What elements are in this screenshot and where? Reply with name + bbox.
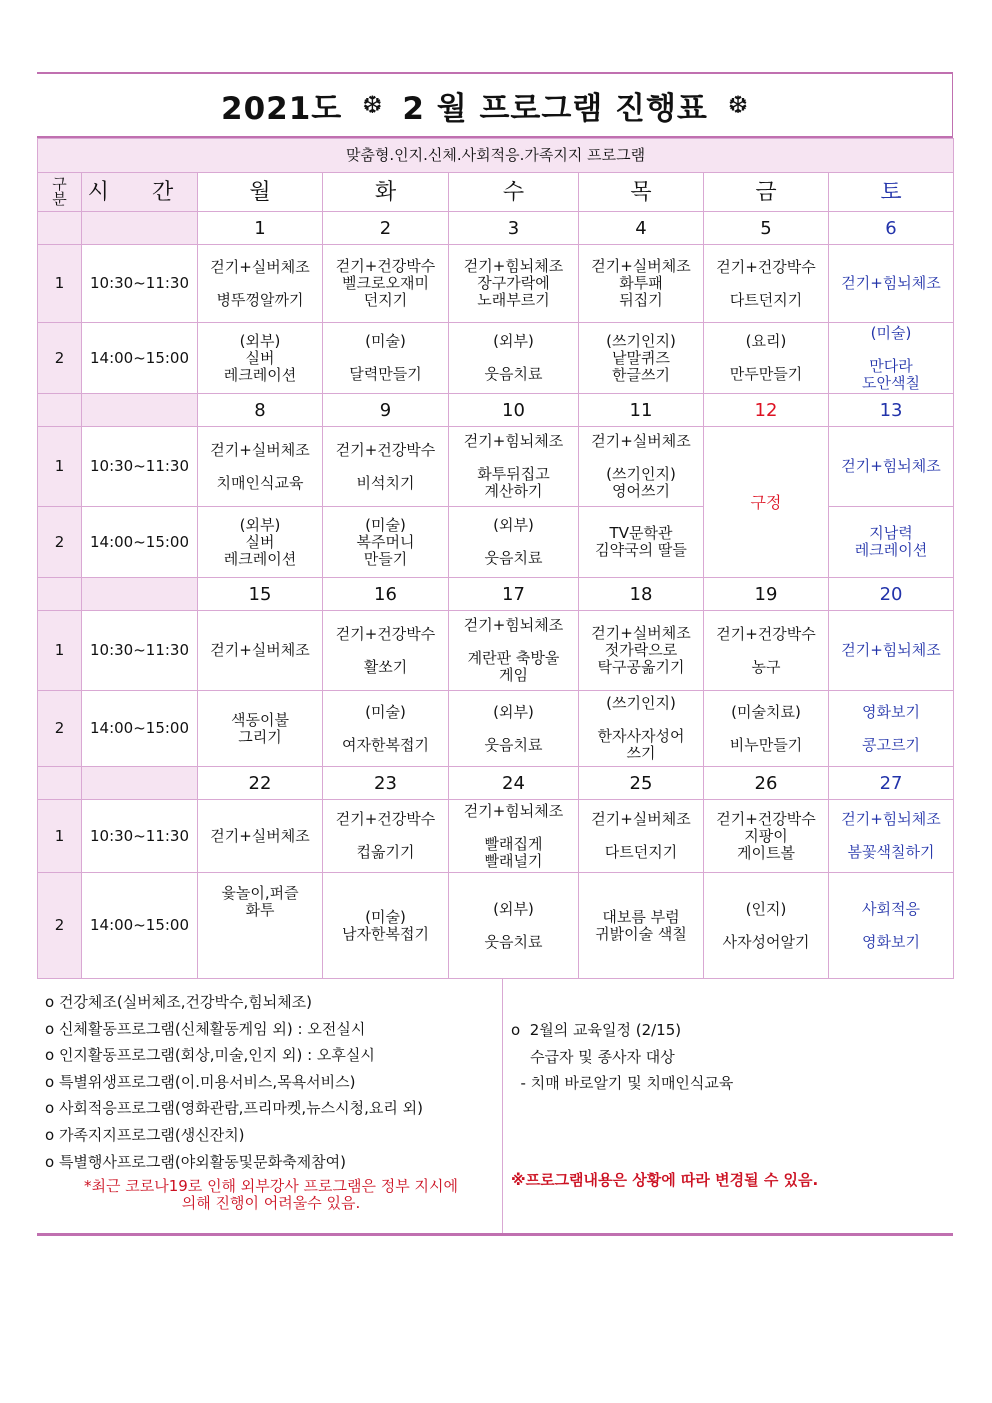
program-line: 걷기+건강박수 <box>716 809 816 828</box>
program-line: (외부) <box>493 899 534 918</box>
header-gubun: 구 분 <box>38 173 82 212</box>
date-row-blank <box>82 212 198 245</box>
program-cell <box>323 323 449 394</box>
date-row-blank <box>38 394 82 427</box>
header-day-tue: 화 <box>323 173 449 212</box>
program-line: 탁구공옮기기 <box>597 658 685 676</box>
morning-row <box>38 800 954 873</box>
schedule-page <box>37 72 953 1236</box>
program-cell <box>198 611 323 691</box>
program-text <box>449 803 578 870</box>
notes-section <box>37 979 953 1236</box>
education-note: - 치매 바로알기 및 치매인식교육 <box>511 1074 734 1093</box>
session-time: 10:30~11:30 <box>82 427 198 507</box>
program-line: 젓가락으로 <box>604 641 678 659</box>
date-cell: 8 <box>198 394 323 427</box>
date-cell: 17 <box>449 578 579 611</box>
date-row-blank <box>82 394 198 427</box>
program-line: 걷기+힘뇌체조 <box>841 810 941 828</box>
date-cell: 23 <box>323 767 449 800</box>
morning-row <box>38 611 954 691</box>
program-text <box>198 259 322 309</box>
program-text <box>198 712 322 746</box>
program-line: (외부) <box>493 332 534 350</box>
date-cell: 20 <box>829 578 954 611</box>
snowflake-icon: ❆ <box>727 91 748 119</box>
date-row-blank <box>38 578 82 611</box>
date-row-blank <box>82 578 198 611</box>
program-line: 영어쓰기 <box>612 482 670 500</box>
date-cell: 27 <box>829 767 954 800</box>
program-line: 윷놀이,퍼즐 <box>221 883 299 902</box>
date-cell: 10 <box>449 394 579 427</box>
program-text <box>198 828 322 845</box>
session-number: 2 <box>38 507 82 578</box>
header-row <box>38 173 954 212</box>
program-cell <box>449 873 579 979</box>
program-cell <box>579 800 704 873</box>
program-text <box>323 258 448 309</box>
header-day-thu: 목 <box>579 173 704 212</box>
program-line: 다트던지기 <box>729 290 803 309</box>
program-line: 웃음치료 <box>484 365 543 383</box>
program-line: 걷기+힘뇌체조 <box>463 801 564 820</box>
program-cell <box>449 427 579 507</box>
program-line: (쓰기인지) <box>606 694 676 712</box>
program-line: (미술) <box>365 515 406 534</box>
program-line: 레크레이션 <box>854 541 928 559</box>
program-line: 영화보기 <box>862 932 920 951</box>
program-line: 걷기+건강박수 <box>716 624 816 643</box>
program-cell <box>704 691 829 767</box>
date-cell: 15 <box>198 578 323 611</box>
program-line: 걷기+힘뇌체조 <box>463 257 564 275</box>
program-text <box>449 704 578 754</box>
program-cell <box>579 611 704 691</box>
program-text <box>829 325 953 392</box>
program-cell <box>579 427 704 507</box>
program-line: 농구 <box>751 657 781 676</box>
program-line: 계산하기 <box>484 482 543 500</box>
program-cell <box>704 611 829 691</box>
program-line: (외부) <box>239 515 281 534</box>
program-line: (쓰기인지) <box>606 331 676 350</box>
afternoon-row <box>38 873 954 979</box>
program-text <box>449 433 578 500</box>
date-cell: 1 <box>198 212 323 245</box>
program-line: (쓰기인지) <box>606 465 676 483</box>
program-text <box>579 433 703 500</box>
program-line: TV문학관 <box>609 524 673 542</box>
program-cell <box>449 611 579 691</box>
program-line: 걷기+건강박수 <box>335 440 436 459</box>
program-cell <box>829 427 954 507</box>
program-text <box>323 626 448 676</box>
program-text <box>449 517 578 567</box>
program-text <box>449 617 578 684</box>
program-line: 여자한복접기 <box>342 735 429 754</box>
program-line: 벨크로오재미 <box>342 274 429 292</box>
program-cell <box>579 691 704 767</box>
date-cell: 2 <box>323 212 449 245</box>
program-text <box>323 442 448 492</box>
program-cell <box>449 507 579 578</box>
program-line: 병뚜껑알까기 <box>216 290 304 309</box>
program-line: 만두만들기 <box>729 365 803 383</box>
program-line: 봄꽃색칠하기 <box>847 843 935 861</box>
note-item: o 건강체조(실버체조,건강박수,힘뇌체조) <box>45 993 313 1011</box>
program-line: 던지기 <box>363 291 408 309</box>
date-cell: 11 <box>579 394 704 427</box>
program-line: 걷기+건강박수 <box>335 624 436 643</box>
program-line: (미술) <box>365 907 406 926</box>
program-cell <box>579 323 704 394</box>
program-line: 만다라 <box>869 356 913 375</box>
program-line: 빨래널기 <box>484 851 543 870</box>
program-text <box>829 811 953 861</box>
program-cell <box>704 873 829 979</box>
program-text <box>704 626 828 676</box>
date-cell: 6 <box>829 212 954 245</box>
program-text <box>704 259 828 309</box>
morning-row <box>38 427 954 507</box>
program-cell <box>198 873 323 979</box>
date-cell: 26 <box>704 767 829 800</box>
corona-warning: *최근 코로나19로 인해 외부강사 프로그램은 정부 지시에 <box>84 1177 458 1196</box>
program-line: 만들기 <box>363 549 408 568</box>
program-cell <box>449 245 579 323</box>
program-text <box>198 642 322 659</box>
program-line: 걷기+실버체조 <box>591 432 691 450</box>
program-text <box>198 885 322 967</box>
program-line: 지팡이 <box>744 826 788 845</box>
date-cell: 19 <box>704 578 829 611</box>
program-text <box>198 442 322 492</box>
title-box <box>37 72 953 138</box>
program-text <box>198 517 322 568</box>
program-text <box>829 901 953 951</box>
program-cell <box>829 691 954 767</box>
program-line: 실버 <box>245 348 275 367</box>
program-line: (요리) <box>745 332 787 350</box>
program-line: 남자한복접기 <box>342 924 429 943</box>
date-row <box>38 767 954 800</box>
title-month: 2 월 프로그램 진행표 <box>402 90 708 127</box>
program-line: 걷기+실버체조 <box>210 826 310 845</box>
program-line: (미술) <box>870 323 912 342</box>
program-line: 화투 <box>245 900 275 919</box>
program-line: 걷기+실버체조 <box>210 440 310 459</box>
afternoon-row <box>38 691 954 767</box>
date-row <box>38 394 954 427</box>
program-cell <box>323 507 449 578</box>
program-text <box>198 333 322 384</box>
date-row-blank <box>82 767 198 800</box>
afternoon-row <box>38 323 954 394</box>
program-line: 걷기+힘뇌체조 <box>463 432 564 450</box>
holiday-cell: 구정 <box>704 427 829 578</box>
program-text <box>704 333 828 383</box>
program-cell <box>323 873 449 979</box>
program-line: (미술) <box>365 332 406 350</box>
program-line: 색동이불 <box>231 710 289 729</box>
program-cell <box>829 323 954 394</box>
program-cell <box>449 323 579 394</box>
snowflake-icon: ❆ <box>362 91 383 119</box>
program-line: 걷기+힘뇌체조 <box>463 616 564 634</box>
program-cell <box>829 611 954 691</box>
note-item: o 신체활동프로그램(신체활동게임 외) : 오전실시 <box>45 1019 366 1038</box>
program-cell <box>323 691 449 767</box>
program-cell <box>198 691 323 767</box>
program-line: 걷기+실버체조 <box>210 641 310 659</box>
program-cell <box>829 507 954 578</box>
program-cell <box>829 873 954 979</box>
program-line: 레크레이션 <box>223 365 297 384</box>
program-line: 달력만들기 <box>349 365 422 383</box>
session-number: 1 <box>38 245 82 323</box>
program-line: 콩고르기 <box>862 735 920 754</box>
program-cell <box>198 507 323 578</box>
program-cell <box>323 800 449 873</box>
notes-right <box>511 1017 951 1097</box>
program-line: 웃음치료 <box>484 549 543 567</box>
note-item: o 인지활동프로그램(회상,미술,인지 외) : 오후실시 <box>45 1046 375 1065</box>
program-cell <box>449 800 579 873</box>
date-row <box>38 212 954 245</box>
program-cell <box>449 691 579 767</box>
program-line: 지남력 <box>869 524 913 542</box>
divider <box>502 979 503 1233</box>
program-line: 걷기+실버체조 <box>591 810 691 828</box>
note-item: o 가족지지프로그램(생신잔치) <box>45 1125 245 1144</box>
program-cell <box>198 800 323 873</box>
program-line: 도안색칠 <box>862 373 920 392</box>
program-line: 실버 <box>245 532 275 551</box>
program-text <box>829 642 953 659</box>
date-cell: 25 <box>579 767 704 800</box>
program-line: (인지) <box>745 899 787 918</box>
program-text <box>579 811 703 861</box>
header-time: 시 간 <box>82 173 198 212</box>
program-line: 노래부르기 <box>477 291 550 309</box>
program-text <box>829 458 953 475</box>
program-line: 귀밝이술 색칠 <box>595 924 687 943</box>
program-line: 걷기+힘뇌체조 <box>841 457 941 475</box>
program-cell <box>323 245 449 323</box>
program-line: 치매인식교육 <box>216 473 304 492</box>
program-line: 김약국의 딸들 <box>595 541 687 559</box>
program-line: 빨래집게 <box>484 834 543 853</box>
program-line: 웃음치료 <box>484 932 543 951</box>
session-number: 1 <box>38 427 82 507</box>
program-text <box>579 695 703 762</box>
program-line: 복주머니 <box>356 532 415 551</box>
program-line: 장구가락에 <box>477 274 550 292</box>
session-time: 10:30~11:30 <box>82 245 198 323</box>
program-line: 걷기+실버체조 <box>210 257 310 276</box>
program-text <box>323 811 448 861</box>
education-note: o 2월의 교육일정 (2/15) <box>511 1021 682 1039</box>
program-text <box>449 258 578 309</box>
program-subtitle: 맞춤형.인지.신체.사회적응.가족지지 프로그램 <box>38 139 954 173</box>
change-notice: ※프로그램내용은 상황에 따라 변경될 수 있음. <box>511 1171 819 1189</box>
date-cell: 22 <box>198 767 323 800</box>
title-year: 2021도 <box>221 90 343 127</box>
program-cell <box>323 611 449 691</box>
date-cell: 24 <box>449 767 579 800</box>
program-line: 게임 <box>499 666 528 684</box>
program-line: 걷기+힘뇌체조 <box>841 641 941 659</box>
date-cell: 4 <box>579 212 704 245</box>
session-time: 14:00~15:00 <box>82 873 198 979</box>
session-time: 10:30~11:30 <box>82 611 198 691</box>
session-number: 2 <box>38 873 82 979</box>
session-number: 1 <box>38 611 82 691</box>
program-line: 계란판 축방울 <box>467 649 560 667</box>
date-cell: 13 <box>829 394 954 427</box>
program-line: 그리기 <box>238 727 282 746</box>
session-time: 14:00~15:00 <box>82 507 198 578</box>
note-item: o 특별위생프로그램(이.미용서비스,목욕서비스) <box>45 1072 356 1091</box>
program-text <box>579 258 703 309</box>
program-line: 화투패 <box>619 274 663 292</box>
program-line: 낱말퀴즈 <box>612 348 670 367</box>
program-line: 걷기+힘뇌체조 <box>841 274 941 292</box>
session-time: 14:00~15:00 <box>82 323 198 394</box>
program-cell <box>829 800 954 873</box>
date-cell: 3 <box>449 212 579 245</box>
notes-left <box>45 989 497 1212</box>
header-day-sat: 토 <box>829 173 954 212</box>
session-time: 10:30~11:30 <box>82 800 198 873</box>
program-text <box>323 333 448 383</box>
program-text <box>449 901 578 951</box>
program-line: 비석치기 <box>356 473 415 492</box>
program-text <box>323 704 448 754</box>
program-cell <box>198 427 323 507</box>
date-cell: 16 <box>323 578 449 611</box>
program-cell <box>579 245 704 323</box>
date-cell: 9 <box>323 394 449 427</box>
program-text <box>579 909 703 943</box>
session-number: 1 <box>38 800 82 873</box>
program-line: 화투뒤집고 <box>477 465 550 483</box>
program-cell <box>198 323 323 394</box>
note-item: o 특별행사프로그램(야외활동및문화축제참여) <box>45 1152 346 1171</box>
program-text <box>579 333 703 384</box>
program-cell <box>829 245 954 323</box>
schedule-table <box>37 138 954 979</box>
program-text <box>704 811 828 862</box>
program-line: (외부) <box>493 516 534 534</box>
header-day-fri: 금 <box>704 173 829 212</box>
program-text <box>579 525 703 559</box>
program-text <box>829 525 953 559</box>
note-item: o 사회적응프로그램(영화관람,프리마켓,뉴스시청,요리 외) <box>45 1099 423 1118</box>
program-line: 웃음치료 <box>484 735 543 754</box>
header-day-mon: 월 <box>198 173 323 212</box>
program-line: (미술) <box>365 702 406 721</box>
program-line: (외부) <box>493 702 534 721</box>
program-line: 걷기+실버체조 <box>591 624 691 642</box>
program-text <box>579 625 703 676</box>
date-row <box>38 578 954 611</box>
program-line: 영화보기 <box>862 702 920 721</box>
program-line: 사자성어알기 <box>722 932 810 951</box>
program-cell <box>198 245 323 323</box>
program-cell <box>323 427 449 507</box>
program-text <box>449 333 578 383</box>
program-text <box>323 909 448 943</box>
session-number: 2 <box>38 691 82 767</box>
session-number: 2 <box>38 323 82 394</box>
program-line: 뒤집기 <box>619 291 663 309</box>
date-cell: 12 <box>704 394 829 427</box>
program-cell <box>704 800 829 873</box>
program-text <box>829 704 953 754</box>
program-line: 사회적응 <box>862 899 920 918</box>
corona-warning: 의해 진행이 어려울수 있음. <box>181 1194 361 1213</box>
morning-row <box>38 245 954 323</box>
program-cell <box>704 323 829 394</box>
header-day-wed: 수 <box>449 173 579 212</box>
program-line: 활쏘기 <box>363 657 408 676</box>
program-text <box>323 517 448 568</box>
program-text <box>704 901 828 951</box>
program-text <box>829 275 953 292</box>
program-line: 비누만들기 <box>729 735 803 754</box>
program-line: (미술치료) <box>731 702 801 721</box>
session-time: 14:00~15:00 <box>82 691 198 767</box>
program-cell <box>579 873 704 979</box>
program-cell <box>704 245 829 323</box>
program-line: 한글쓰기 <box>612 365 670 384</box>
program-line: 걷기+건강박수 <box>335 810 436 828</box>
program-text <box>704 704 828 754</box>
education-note: 수급자 및 종사자 대상 <box>511 1047 675 1066</box>
program-cell <box>579 507 704 578</box>
program-line: 한자사자성어 <box>597 727 685 745</box>
program-line: 다트던지기 <box>604 843 678 861</box>
program-line: 컵옮기기 <box>356 843 415 861</box>
program-line: 게이트볼 <box>737 843 795 862</box>
program-line: 걷기+건강박수 <box>335 257 436 275</box>
program-line: 쓰기 <box>626 744 656 762</box>
program-line: 걷기+건강박수 <box>716 257 816 276</box>
program-line: 걷기+실버체조 <box>591 257 691 275</box>
program-line: (외부) <box>239 331 281 350</box>
date-cell: 5 <box>704 212 829 245</box>
program-line: 레크레이션 <box>223 549 297 568</box>
date-cell: 18 <box>579 578 704 611</box>
date-row-blank <box>38 212 82 245</box>
date-row-blank <box>38 767 82 800</box>
program-line: 대보름 부럼 <box>602 907 680 926</box>
